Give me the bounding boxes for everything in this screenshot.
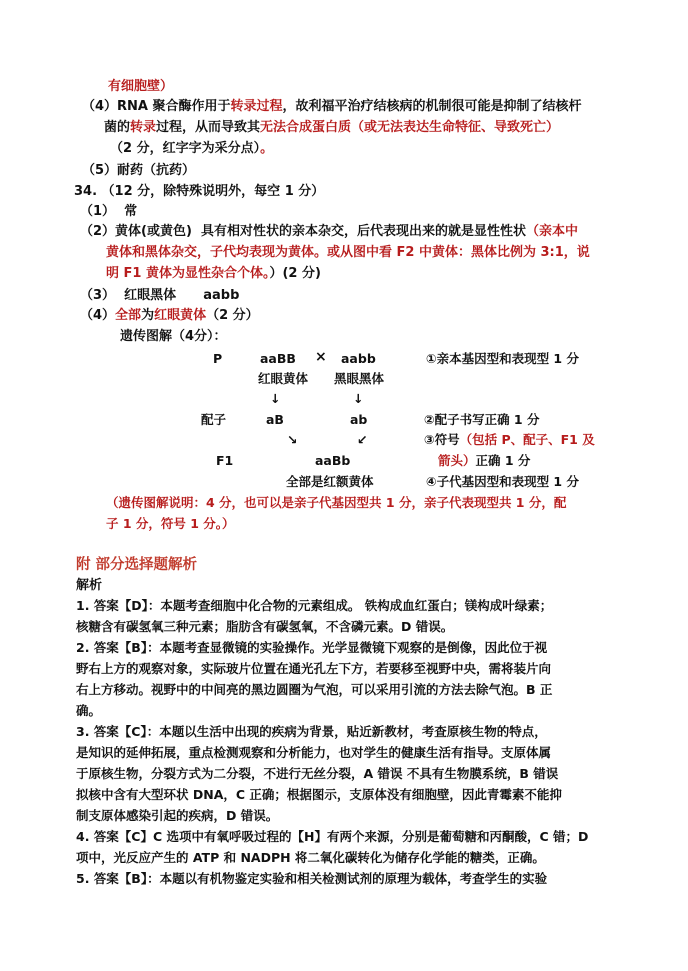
diagram-note3-line2: 箭头）正确 1 分 [438, 453, 531, 468]
diagram-parent1: aaBB [260, 351, 296, 366]
q33-part5: （5）耐药（抗药） [82, 163, 196, 178]
q33-line1 [108, 78, 173, 96]
diagram-parent2: aabb [341, 351, 376, 366]
diagram-f1-label: F1 [216, 453, 234, 468]
answer-2-line2: 野右上方的观察对象，实际玻片位置在通光孔左下方，若要移至视野中央，需将装片向 [76, 661, 552, 676]
diagram-pheno1: 红眼黄体 [258, 371, 309, 386]
diagram-cross-symbol: × [315, 349, 327, 365]
answer-5-line1: 5. 答案【B】：本题以有机物鉴定实验和相关检测试剂的原理为载体，考查学生的实验 [76, 871, 548, 886]
diagram-f1-phenotype: 全部是红额黄体 [286, 474, 374, 489]
answer-3-line2: 是知识的延伸拓展，重点检测观察和分析能力，也对学生的健康生活有指导。支原体属 [76, 745, 552, 760]
q34-part2-line1: （2）黄体(或黄色) 具有相对性状的亲本杂交，后代表现出来的就是显性性状（亲本中 [80, 224, 578, 239]
answer-3-line5: 制支原体感染引起的疾病，D 错误。 [76, 808, 279, 823]
answer-3-line3: 于原核生物，分裂方式为二分裂，不进行无丝分裂，A 错误 不具有生物膜系统，B 错误 [76, 766, 559, 781]
diagram-arrow-down-1: ↓ [270, 391, 281, 406]
answer-3-line4: 拟核中含有大型环状 DNA，C 正确；根据图示，支原体没有细胞壁，因此青霉素不能抑 [76, 787, 562, 802]
diagram-f1-genotype: aaBb [315, 453, 351, 468]
diagram-arrow-down-2: ↓ [353, 391, 364, 406]
q33-part4-line3: （2 分，红字字为采分点）。 [110, 141, 274, 156]
appendix-subheading: 解析 [76, 578, 103, 593]
answer-1-line2: 核糖含有碳氢氧三种元素；脂肪含有碳氢氧，不含磷元素。D 错误。 [76, 619, 454, 634]
diagram-explanation-line2: 子 1 分，符号 1 分。） [106, 516, 235, 531]
q34-part2-line3: 明 F1 黄体为显性杂合个体。）(2 分) [106, 266, 321, 281]
diagram-note2: ②配子书写正确 1 分 [424, 412, 540, 427]
q33-part4-line2: 菌的转录过程，从而导致其无法合成蛋白质（或无法表达生命特征、导致死亡） [104, 120, 560, 135]
diagram-arrow-sw: ↙ [357, 432, 368, 447]
diagram-arrow-se: ↘ [287, 432, 298, 447]
diagram-note4: ④子代基因型和表现型 1 分 [426, 474, 579, 489]
q34-title: 34. （12 分，除特殊说明外，每空 1 分） [74, 184, 325, 199]
diagram-gamete-label: 配子 [201, 412, 227, 427]
diagram-note1: ①亲本基因型和表现型 1 分 [426, 351, 579, 366]
answer-4-line2: 项中，光反应产生的 ATP 和 NADPH 将二氧化碳转化为储存化学能的糖类，正确。 [76, 850, 545, 865]
q34-part1: （1） 常 [80, 204, 138, 219]
diagram-gamete1: aB [266, 412, 284, 427]
q33-line1-text: 有细胞壁） [108, 79, 174, 94]
diagram-pheno2: 黑眼黑体 [334, 371, 385, 386]
diagram-title: 遗传图解（4分）： [120, 329, 227, 344]
appendix-heading: 附 部分选择题解析 [76, 557, 198, 573]
answer-4-line1: 4. 答案【C】C 选项中有氧呼吸过程的【H】有两个来源，分别是葡萄糖和丙酮酸，C 错；D [76, 829, 589, 844]
diagram-p-label: P [213, 351, 223, 366]
diagram-note3-line1: ③符号（包括 P、配子、F1 及 [424, 432, 595, 447]
q34-part4: （4）全部为红眼黄体（2 分） [80, 308, 259, 323]
q33-part4-line1: （4）RNA 聚合酶作用于转录过程，故利福平治疗结核病的机制很可能是抑制了结核杆 [82, 99, 582, 114]
diagram-explanation-line1: （遗传图解说明：4 分，也可以是亲子代基因型共 1 分，亲子代表现型共 1 分，配 [106, 495, 567, 510]
answer-2-line3: 右上方移动。视野中的中间亮的黑边圆圈为气泡，可以采用引流的方法去除气泡。B 正 [76, 682, 553, 697]
answer-2-line4: 确。 [76, 703, 102, 718]
answer-3-line1: 3. 答案【C】：本题以生活中出现的疾病为背景，贴近新教材，考查原核生物的特点， [76, 724, 547, 739]
q34-part2-line2: 黄体和黑体杂交，子代均表现为黄体。或从图中看 F2 中黄体：黑体比例为 3:1，说 [106, 245, 590, 260]
q34-part3: （3） 红眼黑体 aabb [80, 288, 240, 303]
answer-1-line1: 1. 答案【D】：本题考查细胞中化合物的元素组成。 铁构成血红蛋白；镁构成叶绿素； [76, 598, 553, 613]
diagram-gamete2: ab [350, 412, 368, 427]
answer-2-line1: 2. 答案【B】：本题考查显微镜的实验操作。光学显微镜下观察的是倒像，因此位于视 [76, 640, 548, 655]
